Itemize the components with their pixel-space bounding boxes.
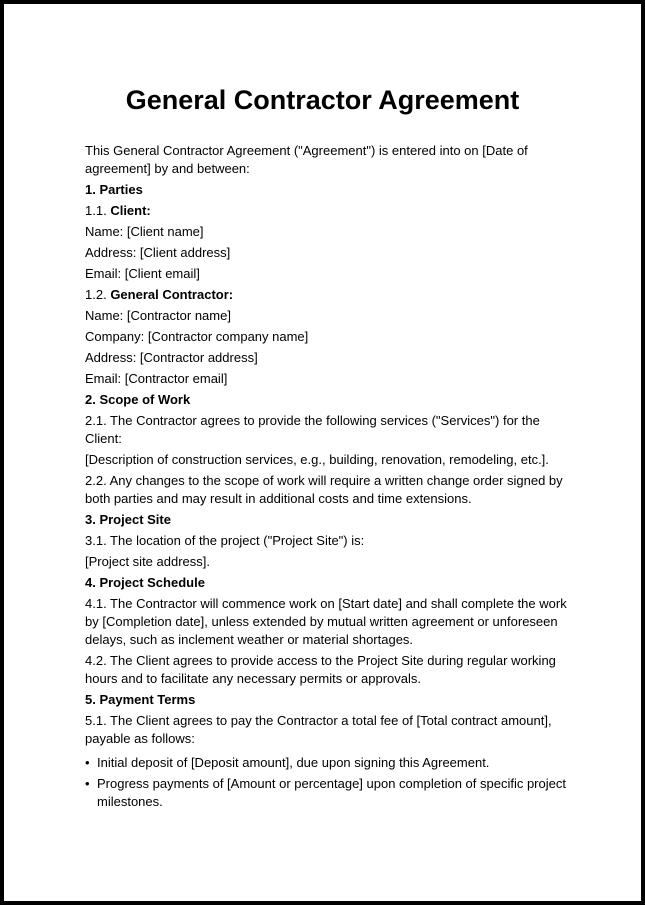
- document-body: [85, 142, 570, 814]
- site-clause-3-1: 3.1. The location of the project ("Project Site") is:: [85, 533, 365, 548]
- scope-description: [Description of construction services, e.g., building, renovation, remodeling, etc.].: [85, 452, 549, 467]
- client-address: Address: [Client address]: [85, 245, 231, 260]
- contractor-number: 1.2.: [85, 287, 107, 302]
- contractor-company: Company: [Contractor company name]: [85, 329, 309, 344]
- section-heading-parties: 1. Parties: [85, 182, 143, 197]
- payment-bullet-list: [85, 754, 570, 811]
- client-email: Email: [Client email]: [85, 266, 200, 281]
- section-heading-scope: 2. Scope of Work: [85, 392, 191, 407]
- list-item: [85, 754, 570, 772]
- scope-clause-2-2: 2.2. Any changes to the scope of work will require a written change order signed by both parties and may result in additional costs and time extensions.: [85, 473, 563, 506]
- client-name: Name: [Client name]: [85, 224, 204, 239]
- contractor-label: General Contractor:: [110, 287, 234, 302]
- bullet-icon: •: [85, 776, 90, 791]
- client-subheading: [85, 202, 570, 220]
- payment-clause-5-1: 5.1. The Client agrees to pay the Contractor a total fee of [Total contract amount], payable as follows:: [85, 713, 552, 746]
- site-address: [Project site address].: [85, 554, 210, 569]
- schedule-clause-4-2: 4.2. The Client agrees to provide access to the Project Site during regular working hours and to facilitate any necessary permits or approvals.: [85, 653, 556, 686]
- section-heading-site: 3. Project Site: [85, 512, 171, 527]
- schedule-clause-4-1: 4.1. The Contractor will commence work on [Start date] and shall complete the work by [Completion date], unless extended by mutual written agreement or unforeseen delays, such as inclement weather or material shortages.: [85, 596, 567, 647]
- bullet-icon: •: [85, 755, 90, 770]
- list-item-text: Progress payments of [Amount or percentage] upon completion of specific project milestones.: [97, 776, 566, 809]
- list-item: [85, 775, 570, 811]
- client-label: Client:: [110, 203, 151, 218]
- contractor-name: Name: [Contractor name]: [85, 308, 231, 323]
- document-title: General Contractor Agreement: [125, 85, 520, 115]
- contractor-email: Email: [Contractor email]: [85, 371, 228, 386]
- section-heading-schedule: 4. Project Schedule: [85, 575, 205, 590]
- section-heading-payment: 5. Payment Terms: [85, 692, 196, 707]
- contractor-address: Address: [Contractor address]: [85, 350, 258, 365]
- scope-clause-2-1: 2.1. The Contractor agrees to provide the following services ("Services") for the Client:: [85, 413, 540, 446]
- intro-paragraph: This General Contractor Agreement ("Agreement") is entered into on [Date of agreement] by and between:: [85, 143, 528, 176]
- list-item-text: Initial deposit of [Deposit amount], due upon signing this Agreement.: [97, 755, 490, 770]
- client-number: 1.1.: [85, 203, 107, 218]
- contractor-subheading: [85, 286, 570, 304]
